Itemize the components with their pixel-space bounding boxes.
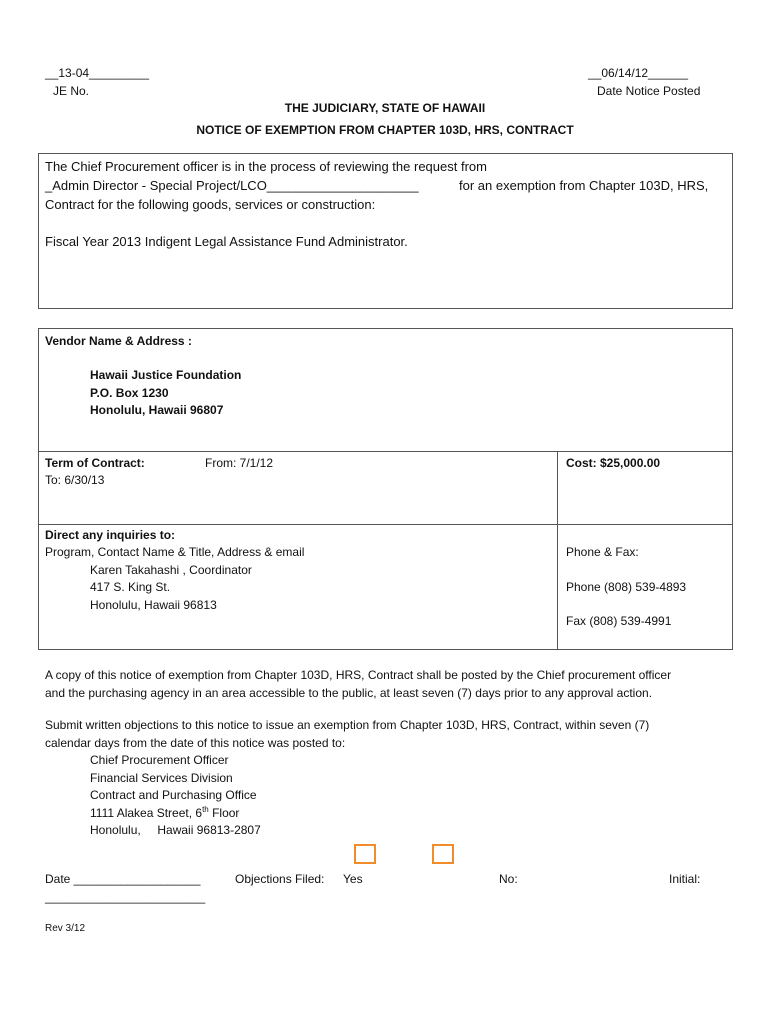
notice-para-2-line-1: Submit written objections to this notice to issue an exemption from Chapter 103D, HRS, Contract, within seven (7) — [45, 718, 650, 732]
je-number-label: JE No. — [53, 84, 90, 98]
vendor-label: Vendor Name & Address : — [45, 334, 192, 348]
fax-number: Fax (808) 539-4991 — [566, 614, 672, 628]
cpo-address-3: Contract and Purchasing Office — [90, 788, 257, 802]
title-line-2: NOTICE OF EXEMPTION FROM CHAPTER 103D, HRS, CONTRACT — [196, 123, 574, 137]
vendor-name: Hawaii Justice Foundation — [90, 368, 242, 382]
date-posted-label: Date Notice Posted — [597, 84, 701, 98]
floor-suffix: th — [202, 805, 209, 814]
date-posted-value: __06/14/12______ — [588, 66, 689, 80]
contact-name: Karen Takahashi , Coordinator — [90, 563, 252, 577]
term-from: From: 7/1/12 — [205, 456, 274, 470]
initial-label: Initial: — [669, 872, 701, 886]
divider — [38, 451, 733, 452]
cpo-address-5: Honolulu, Hawaii 96813-2807 — [90, 823, 261, 837]
cpo-street: 1111 Alakea Street, 6 — [90, 806, 203, 820]
divider — [557, 451, 558, 649]
contact-street: 417 S. King St. — [90, 580, 171, 594]
phone-number: Phone (808) 539-4893 — [566, 580, 687, 594]
notice-para-1-line-2: and the purchasing agency in an area accessible to the public, at least seven (7) days prior to any approval action. — [45, 686, 653, 700]
request-box — [38, 153, 733, 309]
inquiries-label: Direct any inquiries to: — [45, 528, 176, 542]
request-intro: The Chief Procurement officer is in the process of reviewing the request from — [45, 159, 487, 174]
term-label: Term of Contract: — [45, 456, 145, 470]
phone-fax-label: Phone & Fax: — [566, 545, 639, 559]
contract-cost: Cost: $25,000.00 — [566, 456, 661, 470]
inquiries-sublabel: Program, Contact Name & Title, Address & email — [45, 545, 305, 559]
date-field[interactable]: Date ___________________ — [45, 872, 201, 886]
signature-line[interactable]: ________________________ — [45, 890, 206, 904]
je-number-value: __13-04_________ — [45, 66, 150, 80]
notice-para-2-line-2: calendar days from the date of this notice was posted to: — [45, 736, 346, 750]
vendor-address-1: P.O. Box 1230 — [90, 386, 169, 400]
title-line-1: THE JUDICIARY, STATE OF HAWAII — [284, 101, 486, 115]
request-description: Fiscal Year 2013 Indigent Legal Assistance Fund Administrator. — [45, 234, 408, 249]
vendor-address-2: Honolulu, Hawaii 96807 — [90, 403, 224, 417]
request-exemption-text: for an exemption from Chapter 103D, HRS, — [459, 178, 709, 193]
cpo-address-1: Chief Procurement Officer — [90, 753, 229, 767]
divider — [38, 524, 733, 525]
revision-label: Rev 3/12 — [45, 923, 86, 934]
cpo-floor: Floor — [208, 806, 240, 820]
request-contract-text: Contract for the following goods, services or construction: — [45, 197, 376, 212]
requester-field: _Admin Director - Special Project/LCO_____________________ — [45, 178, 419, 193]
term-to: To: 6/30/13 — [45, 473, 105, 487]
no-label: No: — [499, 872, 518, 886]
cpo-address-2: Financial Services Division — [90, 771, 233, 785]
contact-city: Honolulu, Hawaii 96813 — [90, 598, 217, 612]
no-checkbox[interactable] — [432, 844, 454, 864]
cpo-address-4 — [90, 805, 239, 820]
yes-checkbox[interactable] — [354, 844, 376, 864]
notice-para-1-line-1: A copy of this notice of exemption from Chapter 103D, HRS, Contract shall be posted by the Chief procurement officer — [45, 668, 672, 682]
yes-label: Yes — [343, 872, 363, 886]
objections-filed-label: Objections Filed: — [235, 872, 325, 886]
